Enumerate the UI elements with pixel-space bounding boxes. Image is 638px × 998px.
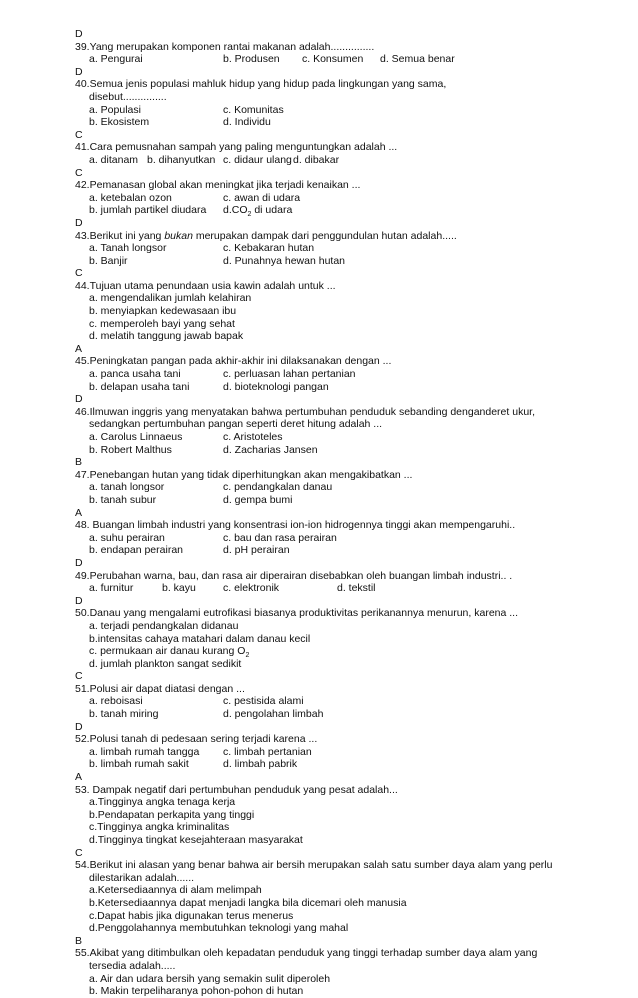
option-row bbox=[75, 582, 568, 595]
option-item: d. limbah pabrik bbox=[223, 758, 298, 771]
option-item: b. Ekosistem bbox=[89, 116, 150, 129]
option-row bbox=[75, 444, 568, 457]
option-item: c. bau dan rasa perairan bbox=[223, 531, 337, 544]
option-item: a. tanah longsor bbox=[89, 481, 165, 494]
question-text: 53. Dampak negatif dari pertumbuhan penduduk yang pesat adalah... bbox=[75, 783, 398, 796]
option-row bbox=[75, 204, 568, 217]
option-item: d. Zacharias Jansen bbox=[223, 443, 318, 456]
answer-key: D bbox=[75, 594, 83, 607]
answer-key: C bbox=[75, 128, 83, 141]
option-item: b. endapan perairan bbox=[89, 544, 183, 557]
option-row bbox=[75, 53, 568, 66]
option-item: c. didaur ulang bbox=[223, 153, 292, 166]
question-text: 44.Tujuan utama penundaan usia kawin adalah untuk ... bbox=[75, 279, 336, 292]
option-item: c.Dapat habis jika digunakan terus menerus bbox=[89, 909, 294, 922]
option-item: b. kayu bbox=[162, 582, 196, 595]
question-text: 42.Pemanasan global akan meningkat jika terjadi kenaikan ... bbox=[75, 179, 361, 192]
option-item: b. tanah miring bbox=[89, 708, 159, 721]
option-item: a. terjadi pendangkalan didanau bbox=[89, 619, 239, 632]
option-item: a. Pengurai bbox=[89, 53, 143, 66]
option-item: b. delapan usaha tani bbox=[89, 380, 190, 393]
question-text: 50.Danau yang mengalami eutrofikasi biasanya produktivitas perikanannya menurun, karena ... bbox=[75, 607, 519, 620]
answer-key: D bbox=[75, 216, 83, 229]
option-row bbox=[75, 192, 568, 205]
option-item: c. pendangkalan danau bbox=[223, 481, 333, 494]
question-text: 47.Penebangan hutan yang tidak diperhitungkan akan mengakibatkan ... bbox=[75, 468, 413, 481]
option-row bbox=[75, 104, 568, 117]
option-row bbox=[75, 116, 568, 129]
option-item: c. pestisida alami bbox=[223, 695, 304, 708]
option-item: d. pH perairan bbox=[223, 544, 290, 557]
option-item: d. Individu bbox=[223, 116, 271, 129]
option-item: d.Tingginya tingkat kesejahteraan masyarakat bbox=[89, 834, 303, 846]
answer-key: D bbox=[75, 393, 83, 406]
question-text: 41.Cara pemusnahan sampah yang paling menguntungkan adalah ... bbox=[75, 141, 398, 154]
option-item: b.intensitas cahaya matahari dalam danau kecil bbox=[89, 632, 311, 645]
option-row bbox=[75, 255, 568, 268]
answer-key: C bbox=[75, 670, 83, 683]
option-row bbox=[75, 532, 568, 545]
option-item: a. panca usaha tani bbox=[89, 368, 181, 381]
answer-key: A bbox=[75, 506, 83, 519]
option-item: c. Kebakaran hutan bbox=[223, 242, 315, 255]
option-item: $d.CO_2$ di udara bbox=[223, 204, 293, 219]
question-text: 55.Akibat yang ditimbulkan oleh kepadatan penduduk yang tinggi terhadap sumber daya alam yang bbox=[75, 947, 538, 960]
option-item: d. Semua benar bbox=[380, 53, 455, 66]
question-text: 39.Yang merupakan komponen rantai makanan adalah............... bbox=[75, 40, 375, 53]
question-continuation: tersedia adalah..... bbox=[89, 959, 176, 972]
option-row bbox=[75, 242, 568, 255]
question-text: 54.Berikut ini alasan yang benar bahwa air bersih merupakan salah satu sumber daya alam yang perlu bbox=[75, 859, 553, 872]
question-continuation: dilestarikan adalah...... bbox=[89, 871, 195, 884]
option-row bbox=[75, 381, 568, 394]
option-item: a. ketebalan ozon bbox=[89, 191, 172, 204]
option-item: a. Tanah longsor bbox=[89, 242, 167, 255]
option-item: a. mengendalikan jumlah kelahiran bbox=[89, 292, 252, 305]
answer-key: D bbox=[75, 556, 83, 569]
option-item: b.Ketersediaannya dapat menjadi langka bila dicemari oleh manusia bbox=[89, 896, 407, 909]
option-item: c. Aristoteles bbox=[223, 431, 283, 443]
option-item: b. Makin terpeliharanya pohon-pohon di hutan bbox=[89, 985, 304, 998]
option-row bbox=[75, 481, 568, 494]
answer-key: C bbox=[75, 267, 83, 280]
option-item: c. limbah pertanian bbox=[223, 745, 312, 758]
option-row bbox=[75, 708, 568, 721]
option-item: d. bioteknologi pangan bbox=[223, 380, 329, 393]
option-row bbox=[75, 368, 568, 381]
option-item: d. jumlah plankton sangat sedikit bbox=[89, 657, 242, 670]
answer-key: D bbox=[75, 65, 83, 78]
option-item: d. dibakar bbox=[293, 153, 340, 166]
question-text: 49.Perubahan warna, bau, dan rasa air diperairan disebabkan oleh buangan limbah industri.. . bbox=[75, 569, 513, 582]
option-item: c. awan di udara bbox=[223, 191, 301, 204]
question-text: 43.Berikut ini yang bukan merupakan dampak dari penggundulan hutan adalah..... bbox=[75, 229, 457, 242]
option-item: a. Populasi bbox=[89, 103, 141, 116]
option-item: b. limbah rumah sakit bbox=[89, 758, 189, 771]
option-item: d. gempa bumi bbox=[223, 493, 293, 506]
question-continuation: disebut............... bbox=[89, 90, 167, 103]
option-row bbox=[75, 154, 568, 167]
option-item: c. perluasan lahan pertanian bbox=[223, 368, 356, 381]
option-item: b. Banjir bbox=[89, 254, 128, 267]
question-text: 46.Ilmuwan inggris yang menyatakan bahwa pertumbuhan penduduk sebanding denganderet ukur, bbox=[75, 405, 535, 418]
question-text: 40.Semua jenis populasi mahluk hidup yang hidup pada lingkungan yang sama, bbox=[75, 78, 447, 91]
option-item: b. menyiapkan kedewasaan ibu bbox=[89, 305, 237, 318]
question-text: 52.Polusi tanah di pedesaan sering terjadi karena ... bbox=[75, 733, 318, 746]
option-item: c. Komunitas bbox=[223, 103, 284, 116]
option-item: b. Robert Malthus bbox=[89, 443, 172, 456]
question-text: 51.Polusi air dapat diatasi dengan ... bbox=[75, 682, 245, 695]
option-item: a.Tingginya angka tenaga kerja bbox=[89, 796, 236, 809]
option-item: d. pengolahan limbah bbox=[223, 708, 324, 721]
answer-key: D bbox=[75, 28, 83, 40]
option-item: d. melatih tanggung jawab bapak bbox=[89, 330, 244, 343]
option-item: a. Carolus Linnaeus bbox=[89, 431, 183, 443]
option-item: c. memperoleh bayi yang sehat bbox=[89, 317, 235, 330]
answer-key: B bbox=[75, 934, 83, 947]
answer-key: A bbox=[75, 342, 83, 355]
option-item: d. tekstil bbox=[337, 582, 376, 595]
option-item: d. Punahnya hewan hutan bbox=[223, 254, 346, 267]
option-row bbox=[75, 544, 568, 557]
question-text: 45.Peningkatan pangan pada akhir-akhir ini dilaksanakan dengan ... bbox=[75, 355, 392, 368]
option-row bbox=[75, 758, 568, 771]
answer-key: B bbox=[75, 456, 83, 469]
question-text: 48. Buangan limbah industri yang konsentrasi ion-ion hidrogennya tinggi akan mempengaruhi.. bbox=[75, 519, 516, 532]
answer-key: C bbox=[75, 166, 83, 179]
option-item: a.Ketersediaannya di alam melimpah bbox=[89, 884, 262, 897]
option-item: d.Penggolahannya membutuhkan teknologi yang mahal bbox=[89, 922, 349, 935]
answer-key: A bbox=[75, 771, 83, 784]
option-item: a. suhu perairan bbox=[89, 531, 165, 544]
option-item: c. Konsumen bbox=[302, 53, 364, 66]
answer-key: D bbox=[75, 720, 83, 733]
option-row bbox=[75, 695, 568, 708]
option-item: b. jumlah partikel diudara bbox=[89, 204, 207, 217]
option-item: a. Air dan udara bersih yang semakin sulit diperoleh bbox=[89, 972, 331, 985]
answer-key: C bbox=[75, 846, 83, 859]
option-item: a. furnitur bbox=[89, 582, 134, 595]
option-item: b. tanah subur bbox=[89, 493, 157, 506]
option-item: c. elektronik bbox=[223, 582, 280, 595]
option-item: a. limbah rumah tangga bbox=[89, 745, 200, 758]
option-item: a. reboisasi bbox=[89, 695, 143, 708]
option-item: b.Pendapatan perkapita yang tinggi bbox=[89, 808, 255, 821]
option-item: b. dihanyutkan bbox=[147, 153, 216, 166]
option-item: c. permukaan air danau kurang $O_2$ bbox=[89, 645, 250, 660]
question-continuation: sedangkan pertumbuhan pangan seperti deret hitung adalah ... bbox=[89, 418, 383, 431]
option-item: b. Produsen bbox=[223, 53, 280, 66]
option-row bbox=[75, 494, 568, 507]
option-item: c.Tingginya angka kriminalitas bbox=[89, 821, 230, 834]
option-item: a. ditanam bbox=[89, 153, 139, 166]
option-row bbox=[75, 431, 568, 444]
option-row bbox=[75, 746, 568, 759]
